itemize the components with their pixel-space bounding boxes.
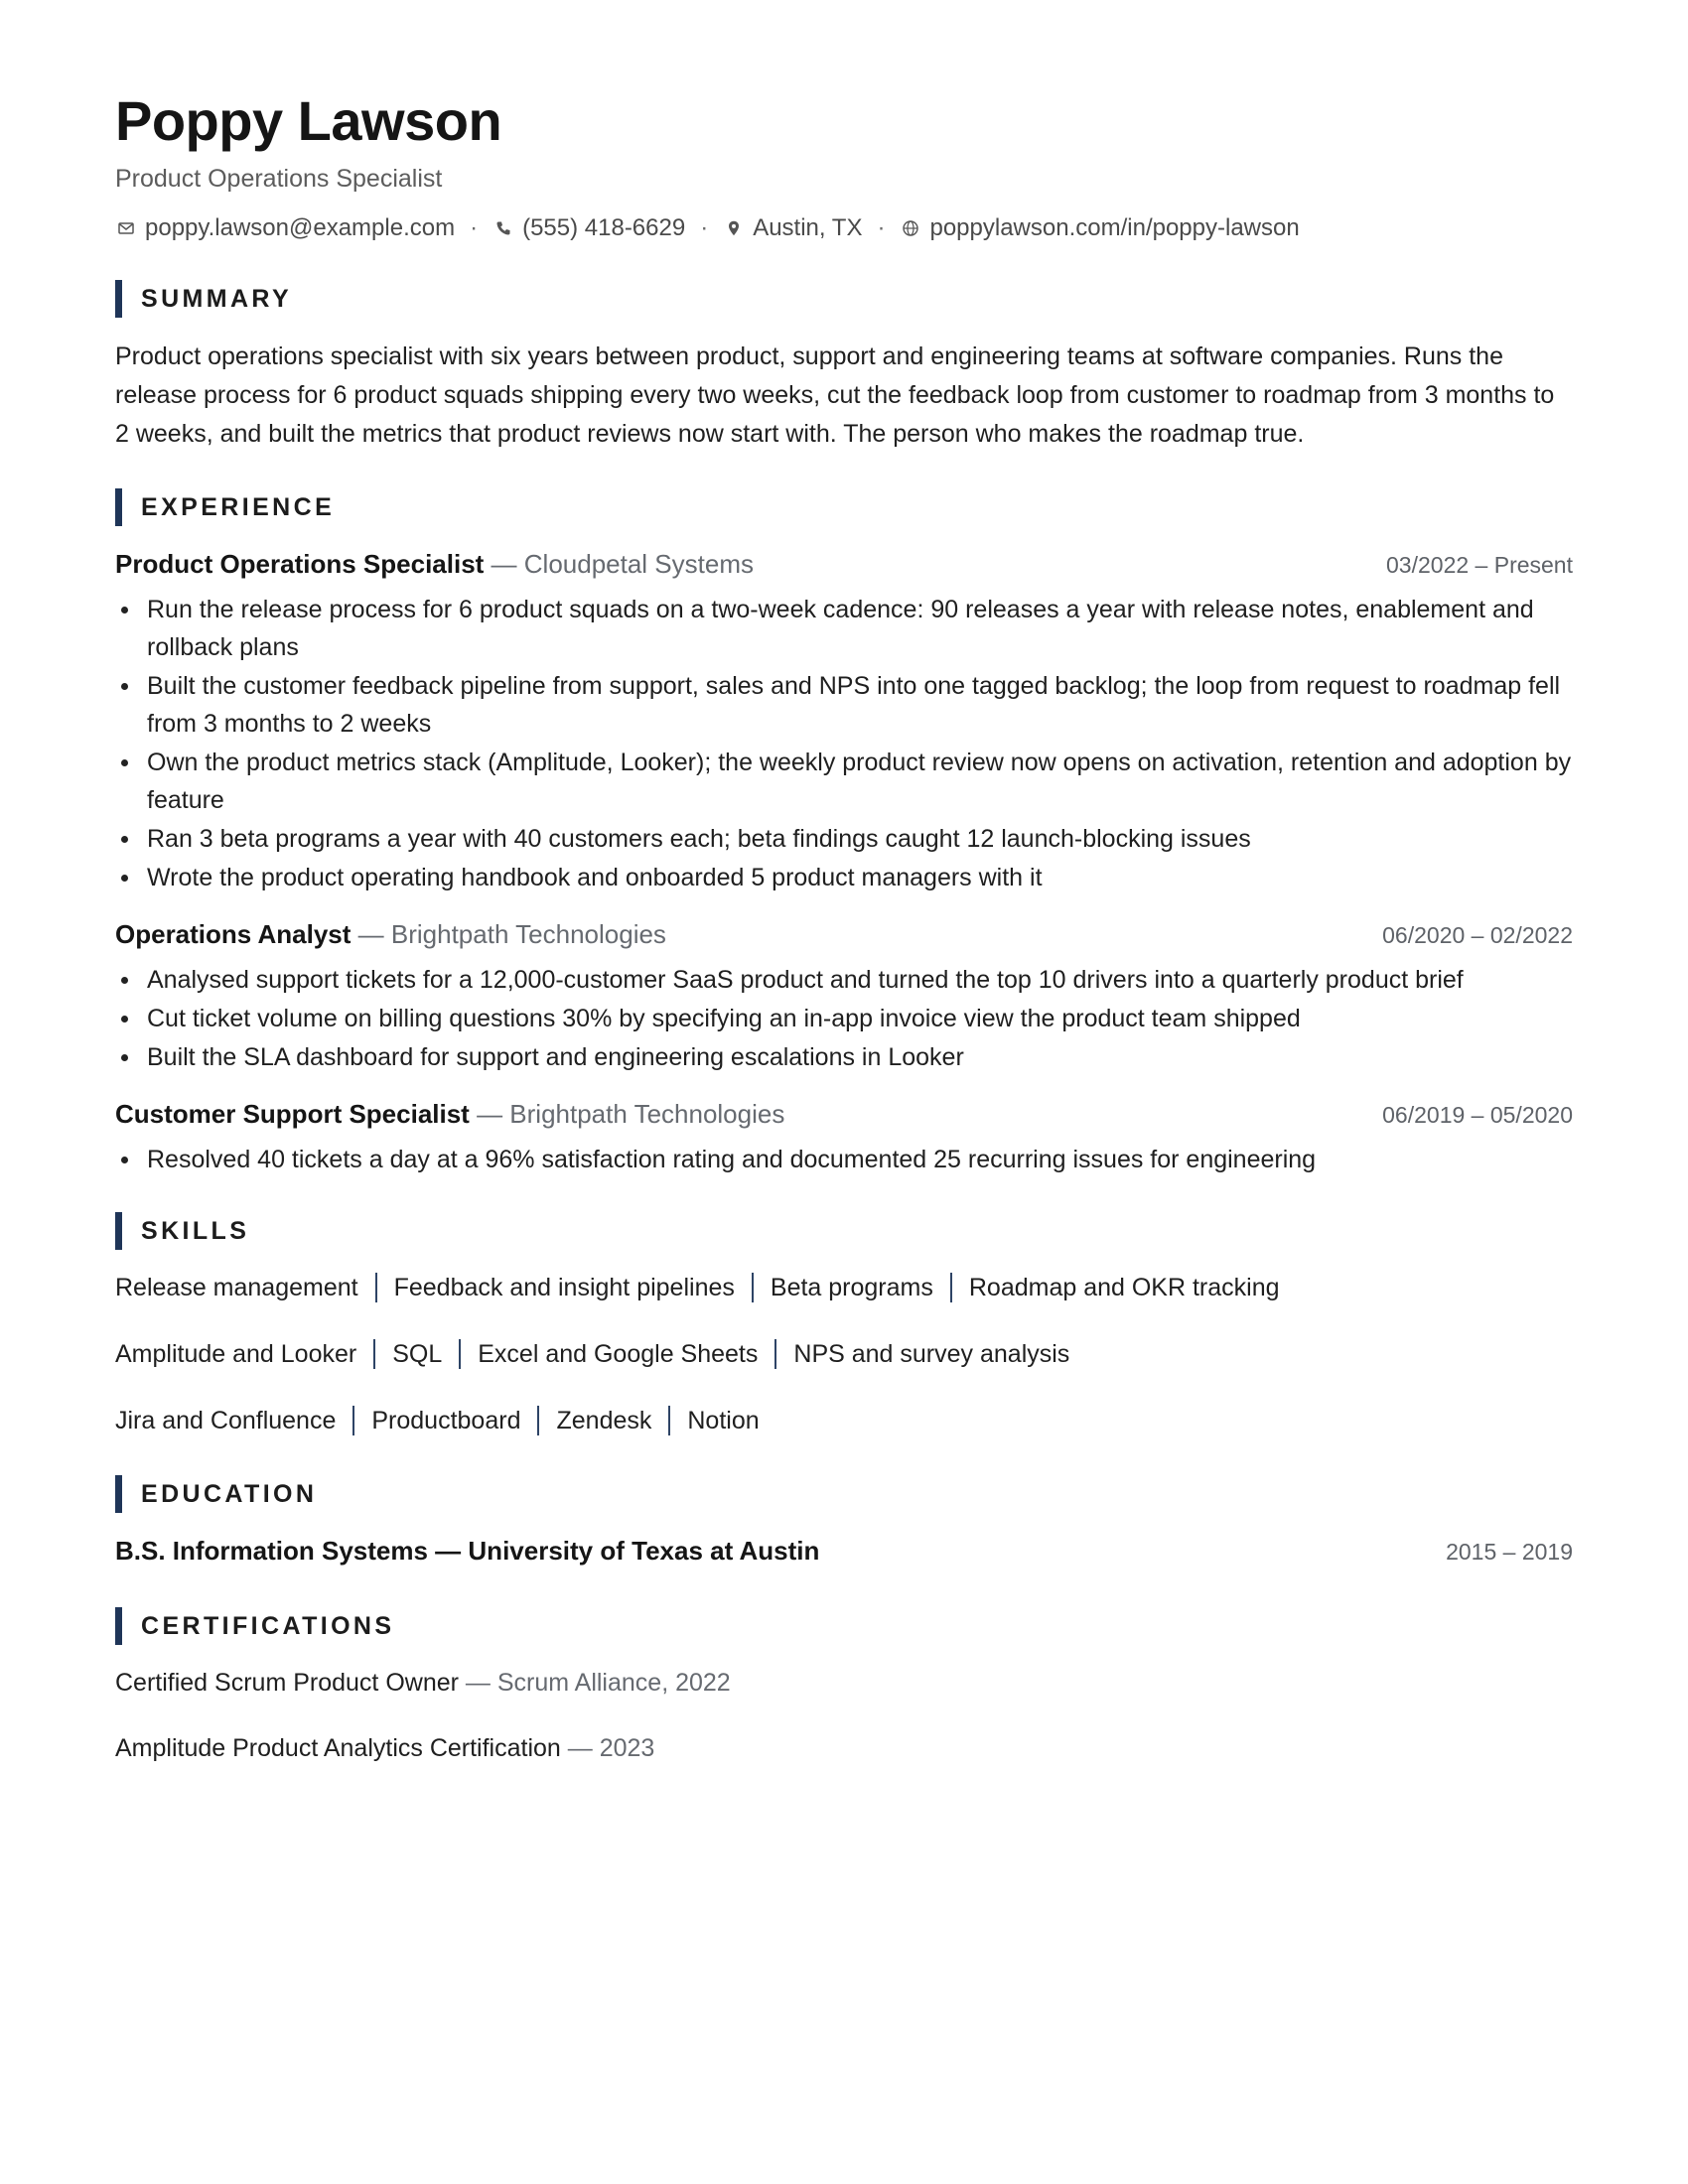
skill-divider (752, 1273, 754, 1302)
list-item: Built the SLA dashboard for support and engineering escalations in Looker (115, 1038, 1573, 1076)
job-title: Product Operations Specialist (115, 549, 485, 579)
education-entry (115, 1533, 1573, 1570)
job-header (115, 546, 1573, 583)
job-header (115, 916, 1573, 953)
job-company: — Brightpath Technologies (351, 919, 666, 949)
list-item: Built the customer feedback pipeline from support, sales and NPS into one tagged backlog; the loop from request to roadmap fell from 3 months to 2 weeks (115, 667, 1573, 743)
section-title-certifications: CERTIFICATIONS (141, 1611, 395, 1640)
skills-section-header (115, 1212, 1573, 1250)
contact-line (115, 212, 1573, 244)
education-dates: 2015 – 2019 (1446, 1539, 1573, 1565)
section-title-skills: SKILLS (141, 1216, 250, 1245)
location-pin-icon (723, 217, 745, 239)
contact-separator: · (877, 214, 886, 241)
contact-phone[interactable] (492, 212, 685, 244)
contact-email[interactable] (115, 212, 455, 244)
skill-divider (375, 1273, 377, 1302)
list-item: Wrote the product operating handbook and onboarded 5 product managers with it (115, 859, 1573, 896)
job-company: — Brightpath Technologies (469, 1099, 785, 1129)
skill-item: Productboard (371, 1407, 521, 1434)
skill-item: Beta programs (770, 1274, 933, 1301)
job-header (115, 1096, 1573, 1133)
section-accent-bar (115, 1212, 122, 1250)
job-bullets (115, 1141, 1573, 1178)
experience-entry (115, 916, 1573, 1076)
contact-separator: · (470, 214, 479, 241)
contact-location (723, 212, 862, 244)
job-heading (115, 546, 754, 582)
certification-detail: — 2023 (560, 1734, 655, 1762)
skill-divider (373, 1339, 375, 1369)
summary-section-header (115, 280, 1573, 318)
job-company: — Cloudpetal Systems (484, 549, 754, 579)
skills-row (115, 1403, 1573, 1438)
skill-divider (352, 1406, 354, 1435)
skill-item: Release management (115, 1274, 358, 1301)
job-dates: 06/2020 – 02/2022 (1382, 922, 1573, 948)
section-accent-bar (115, 1475, 122, 1513)
experience-section-header (115, 488, 1573, 526)
list-item: Resolved 40 tickets a day at a 96% satisfaction rating and documented 25 recurring issues for engineering (115, 1141, 1573, 1178)
skills-row (115, 1270, 1573, 1305)
job-heading (115, 1096, 784, 1132)
certification-name: Amplitude Product Analytics Certification (115, 1734, 561, 1762)
contact-phone-text: (555) 418-6629 (522, 214, 686, 241)
job-dates: 06/2019 – 05/2020 (1382, 1102, 1573, 1128)
education-degree: B.S. Information Systems — University of Texas at Austin (115, 1536, 820, 1566)
skill-divider (950, 1273, 952, 1302)
job-bullets (115, 591, 1573, 896)
skill-divider (459, 1339, 461, 1369)
section-accent-bar (115, 488, 122, 526)
skill-divider (774, 1339, 776, 1369)
skill-item: Roadmap and OKR tracking (968, 1274, 1280, 1301)
contact-separator: · (700, 214, 709, 241)
contact-email-text: poppy.lawson@example.com (145, 214, 456, 241)
list-item: Cut ticket volume on billing questions 30% by specifying an in-app invoice view the product team shipped (115, 1000, 1573, 1037)
list-item: Ran 3 beta programs a year with 40 customers each; beta findings caught 12 launch-blocking issues (115, 820, 1573, 858)
skill-item: Excel and Google Sheets (478, 1340, 759, 1368)
list-item: Run the release process for 6 product squads on a two-week cadence: 90 releases a year with release notes, enablement and rollback plans (115, 591, 1573, 666)
certification-entry (115, 1730, 1573, 1766)
education-section-header (115, 1475, 1573, 1513)
certification-detail: — Scrum Alliance, 2022 (458, 1669, 731, 1697)
list-item: Own the product metrics stack (Amplitude, Looker); the weekly product review now opens on activation, retention and adoption by feature (115, 744, 1573, 819)
section-title-summary: SUMMARY (141, 284, 293, 313)
certification-name: Certified Scrum Product Owner (115, 1669, 459, 1697)
skill-item: SQL (392, 1340, 443, 1368)
contact-website-text: poppylawson.com/in/poppy-lawson (929, 214, 1300, 241)
skill-item: Notion (687, 1407, 760, 1434)
section-accent-bar (115, 280, 122, 318)
certification-entry (115, 1665, 1573, 1701)
skill-item: Jira and Confluence (115, 1407, 337, 1434)
job-dates: 03/2022 – Present (1386, 552, 1573, 578)
globe-icon (900, 217, 921, 239)
phone-icon (492, 217, 514, 239)
contact-website[interactable] (900, 212, 1299, 244)
summary-paragraph: Product operations specialist with six years between product, support and engineering teams at software companies. Runs the release process for 6 product squads shipping every two weeks, cut the feedback loop from customer to roadmap from 3 months to 2 weeks, and built the metrics that product reviews now start with. The person who makes the roadmap true. (115, 342, 1555, 448)
skill-item: NPS and survey analysis (793, 1340, 1070, 1368)
skills-row (115, 1336, 1573, 1372)
experience-entry (115, 1096, 1573, 1178)
skill-item: Amplitude and Looker (115, 1340, 357, 1368)
experience-entry (115, 546, 1573, 896)
job-bullets (115, 961, 1573, 1076)
skill-divider (668, 1406, 670, 1435)
job-title: Operations Analyst (115, 919, 352, 949)
list-item: Analysed support tickets for a 12,000-customer SaaS product and turned the top 10 drivers into a quarterly product brief (115, 961, 1573, 999)
candidate-name: Poppy Lawson (115, 89, 502, 152)
job-title: Customer Support Specialist (115, 1099, 470, 1129)
section-title-education: EDUCATION (141, 1479, 318, 1508)
contact-location-text: Austin, TX (753, 214, 863, 241)
skill-item: Zendesk (556, 1407, 652, 1434)
job-heading (115, 916, 666, 952)
section-title-experience: EXPERIENCE (141, 492, 336, 521)
section-accent-bar (115, 1607, 122, 1645)
candidate-role: Product Operations Specialist (115, 165, 443, 193)
certifications-section-header (115, 1607, 1573, 1645)
skill-divider (537, 1406, 539, 1435)
mail-icon (115, 217, 137, 239)
skill-item: Feedback and insight pipelines (393, 1274, 735, 1301)
